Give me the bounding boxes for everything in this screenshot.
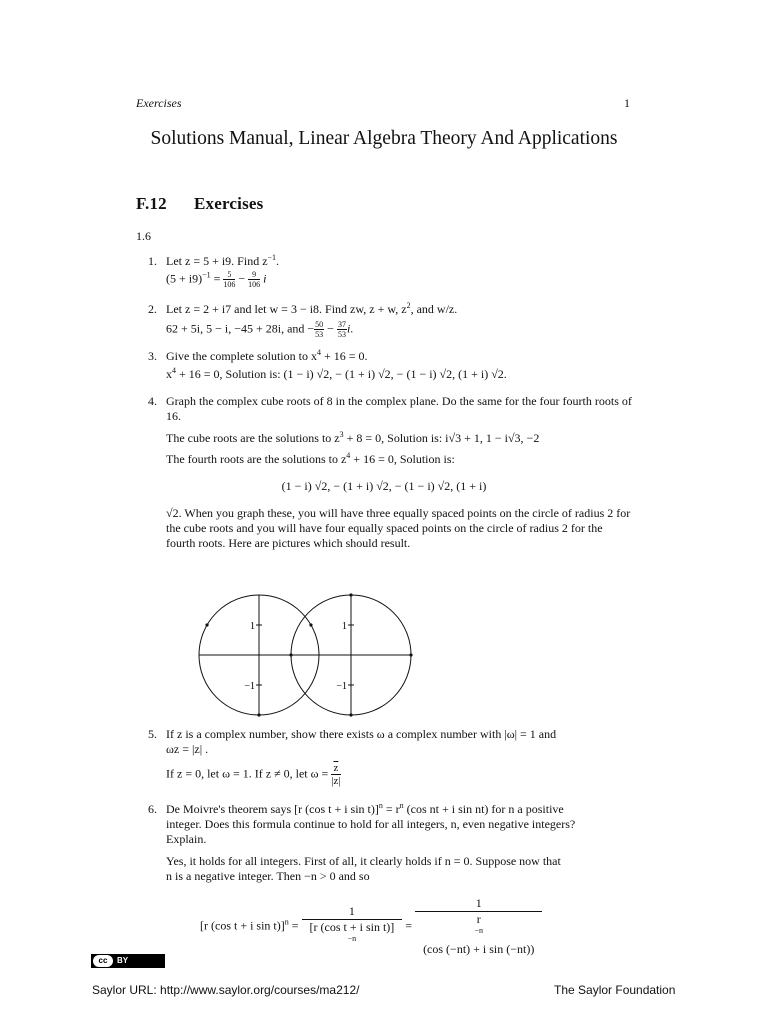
root-point — [349, 713, 352, 716]
cube-roots-figure — [199, 595, 319, 717]
exercise-5-answer: If z = 0, let ω = 1. If z ≠ 0, let ω = $\frac{\overline{z}}{|z|}$ — [166, 762, 341, 787]
cc-by-license-badge — [91, 954, 165, 968]
root-point — [289, 653, 292, 656]
tick-label: −1 — [336, 681, 347, 692]
root-point — [205, 623, 208, 626]
exercise-question: If z is a complex number, show there exists ω a complex number with |ω| = 1 and ωz = |z| . — [166, 727, 557, 756]
exercise-number: 2. — [148, 302, 157, 316]
section-heading — [136, 194, 263, 214]
exercise-number: 5. — [148, 727, 157, 741]
exercise-4-display-equation: (1 − i) √2, − (1 + i) √2, − (1 − i) √2, (1 + i) — [281, 479, 487, 493]
exercise-1-answer: $(5 + i9)^{-1}$ = $\frac{5}{106}$ − $\frac{9}{106}$ i — [166, 270, 267, 289]
tick-label: −1 — [244, 681, 255, 692]
section-name: Exercises — [194, 194, 264, 213]
section-number: F.12 — [136, 194, 167, 213]
exercise-number: 3. — [148, 349, 157, 363]
fourth-roots-figure — [289, 593, 412, 716]
cc-icon: cc — [93, 955, 113, 967]
footer-publisher: The Saylor Foundation — [554, 983, 676, 997]
root-point — [349, 593, 352, 596]
document-title: Solutions Manual, Linear Algebra Theory And Applications — [150, 128, 618, 149]
root-point — [309, 623, 312, 626]
tick-label: 1 — [342, 621, 347, 632]
exercise-4-answer-fourth: The fourth roots are the solutions to $z^4 + 16 = 0$, Solution is: — [166, 451, 455, 466]
footer-url: Saylor URL: http://www.saylor.org/courses/ma212/ — [92, 983, 360, 997]
exercise-4-explanation: √2. When you graph these, you will have three equally spaced points on the circle of radius 2 for the cube roots and you will have four equally spaced points on the circle of radius 2 for the fourth roots. Here are pictures which should result. — [166, 506, 631, 550]
root-point — [409, 653, 412, 656]
exercise-question: Graph the complex cube roots of 8 in the complex plane. Do the same for the four fourth roots of 16. — [166, 394, 632, 423]
root-point — [257, 713, 260, 716]
running-head: Exercises — [136, 96, 182, 110]
exercise-3-answer: $x^4 + 16 = 0$, Solution is: (1 − i) √2, − (1 + i) √2, − (1 − i) √2, (1 + i) √2. — [166, 366, 507, 381]
exercise-6-answer: Yes, it holds for all integers. First of all, it clearly holds if n = 0. Suppose now that n is a negative integer. Then −n > 0 and so — [166, 854, 561, 883]
exercise-question: Let z = 2 + i7 and let w = 3 − i8. Find zw, z + w, $z^2$, and w/z. — [166, 301, 458, 316]
exercise-question: Give the complete solution to $x^4 + 16 = 0$. — [166, 348, 368, 363]
exercise-4-answer-cube: The cube roots are the solutions to $z^3 + 8 = 0$, Solution is: i√3 + 1, 1 − i√3, −2 — [166, 430, 540, 445]
exercise-group-label: 1.6 — [136, 229, 151, 243]
by-label: BY — [117, 956, 129, 965]
roots-figures — [185, 585, 485, 730]
exercise-number: 1. — [148, 254, 157, 268]
exercise-question: De Moivre's theorem says [r (cos t + i $\sin t)]^n = r^n$ (cos nt + i sin nt) for n a positive integer. Does this formula continue to hold for all integers, n, even negative integers? Explain. — [166, 801, 576, 846]
tick-label: 1 — [250, 621, 255, 632]
page-number: 1 — [624, 96, 630, 110]
exercise-2-answer: 62 + 5i, 5 − i, −45 + 28i, and − $\frac{50}{53}$ − $\frac{37}{53}$ i. — [166, 320, 354, 339]
exercise-number: 4. — [148, 394, 157, 408]
exercise-number: 6. — [148, 802, 157, 816]
exercise-6-equation: [r (cos t + i sin t)]$^n$ = 1 [r (cos t + i sin t)] $^{-n}$ = 1 r $^{-n}$ (cos (−nt) + i sin (−nt)) — [200, 896, 542, 957]
exercise-question: Let z = 5 + i9. Find $z^{-1}$. — [166, 253, 280, 268]
